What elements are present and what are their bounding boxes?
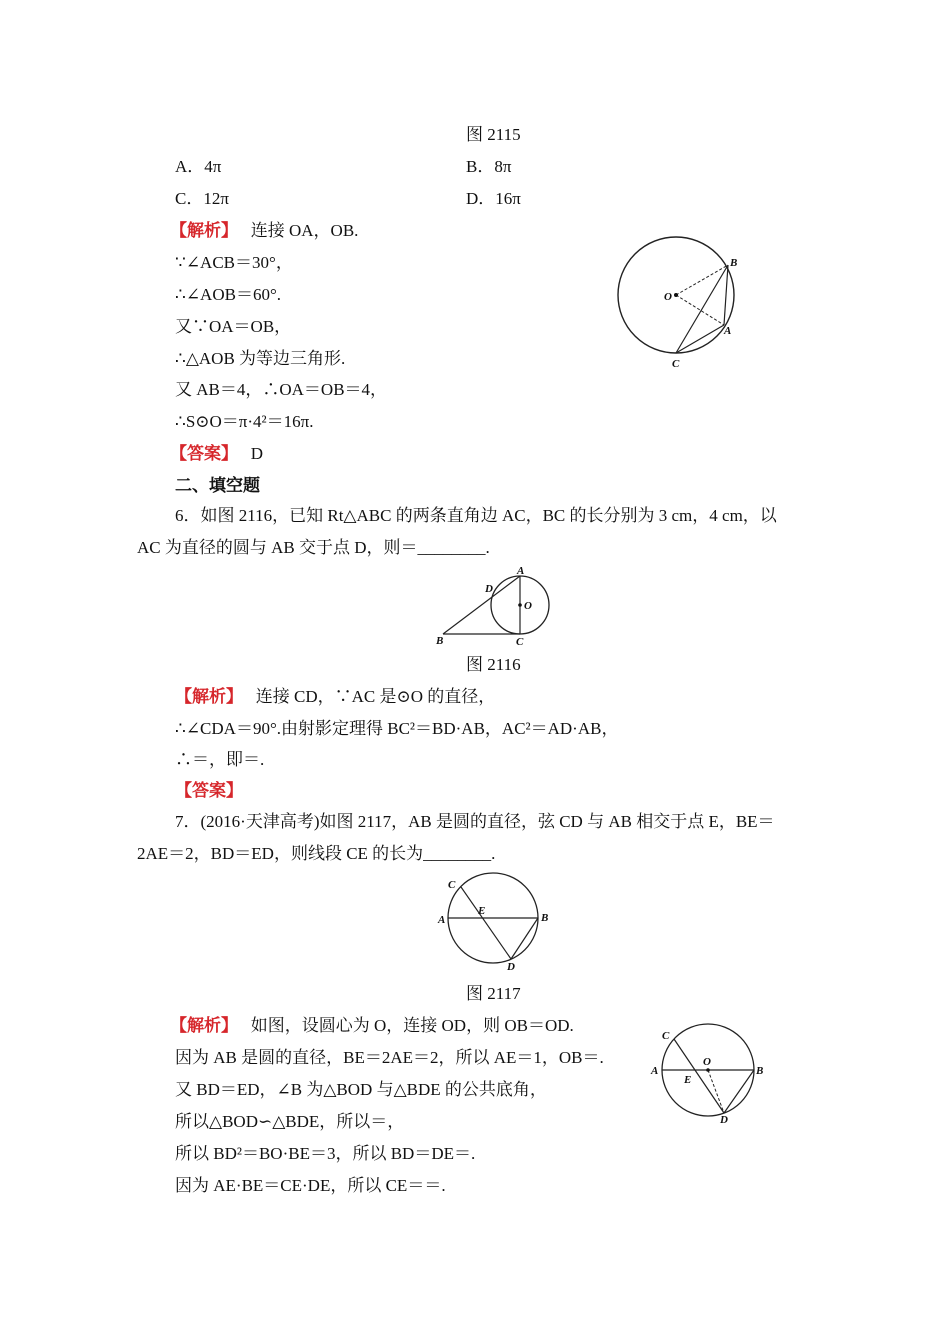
solution-tag: 【解析】 xyxy=(170,221,238,240)
segment-bd xyxy=(511,918,538,959)
label-b: B xyxy=(756,1065,764,1077)
q6-stem-line-1: 6．如图 2116，已知 Rt△ABC 的两条直角边 AC，BC 的长分别为 3 cm，4 cm，以 xyxy=(175,506,777,525)
segment-cd xyxy=(461,887,511,959)
q5-answer-line xyxy=(170,443,263,465)
option-c: C．12π xyxy=(175,189,229,208)
label-a: A xyxy=(517,565,525,577)
label-o: O xyxy=(524,600,532,612)
q5-solution-line-4: 又∵OA＝OB， xyxy=(175,317,292,336)
label-a: A xyxy=(438,914,446,926)
figure-caption-2115: 图 2115 xyxy=(466,125,521,144)
label-a: A xyxy=(724,325,732,337)
q5-solution-line-5: ∴△AOB 为等边三角形. xyxy=(175,349,346,368)
label-c: C xyxy=(662,1030,670,1042)
option-a: A．4π xyxy=(175,157,222,176)
q7-solution-line-6: 因为 AE·BE＝CE·DE，所以 CE＝＝. xyxy=(175,1176,446,1195)
figure-2117 xyxy=(435,870,555,975)
segment-bd xyxy=(724,1070,754,1113)
segment-ca xyxy=(676,325,724,353)
section-title: 二、填空题 xyxy=(175,476,260,495)
label-o: O xyxy=(703,1056,711,1068)
label-c: C xyxy=(448,879,456,891)
label-e: E xyxy=(478,905,486,917)
segment-od xyxy=(708,1070,724,1113)
center-dot xyxy=(518,603,522,607)
label-c: C xyxy=(672,358,680,370)
q6-answer-line xyxy=(175,780,243,802)
segment-oa xyxy=(676,295,724,325)
q6-solution-line-2: ∴∠CDA＝90°.由射影定理得 BC²＝BD·AB，AC²＝AD·AB， xyxy=(175,719,619,738)
label-o: O xyxy=(664,291,672,303)
label-b: B xyxy=(730,257,738,269)
answer-tag: 【答案】 xyxy=(170,444,238,463)
q7-solution-line-1: 【解析】 如图，设圆心为 O，连接 OD，则 OB＝OD. xyxy=(170,1016,574,1035)
q7-stem-line-1: 7．(2016·天津高考)如图 2117，AB 是圆的直径，弦 CD 与 AB 相交于点 E，BE＝ xyxy=(175,812,775,831)
q7-stem-line-2: 2AE＝2，BD＝ED，则线段 CE 的长为________. xyxy=(137,844,496,863)
option-d: D．16π xyxy=(466,189,521,208)
solution-tag: 【解析】 xyxy=(170,1016,238,1035)
label-d: D xyxy=(720,1114,728,1126)
label-d: D xyxy=(485,583,493,595)
q5-solution-line-6: 又 AB＝4，∴OA＝OB＝4， xyxy=(175,380,388,399)
label-a: A xyxy=(651,1065,659,1077)
option-b: B．8π xyxy=(466,157,512,176)
answer-tag: 【答案】 xyxy=(175,781,243,800)
solution-tag: 【解析】 xyxy=(175,687,243,706)
label-c: C xyxy=(516,636,524,648)
figure-caption-2117: 图 2117 xyxy=(466,984,521,1003)
q6-solution-line-1: 【解析】 连接 CD，∵AC 是⊙O 的直径， xyxy=(175,687,496,706)
segment-cb xyxy=(676,265,728,353)
label-d: D xyxy=(507,961,515,973)
q5-solution-line-7: ∴S⊙O＝π·4²＝16π. xyxy=(175,412,314,431)
label-e: E xyxy=(684,1074,692,1086)
label-b: B xyxy=(541,912,549,924)
center-dot xyxy=(674,293,678,297)
label-b: B xyxy=(436,635,444,647)
q6-stem-line-2: AC 为直径的圆与 AB 交于点 D，则＝________. xyxy=(137,538,490,557)
segment-cd xyxy=(674,1039,724,1113)
q7-solution-line-4: 所以△BOD∽△BDE，所以＝， xyxy=(175,1112,405,1131)
answer-value: D xyxy=(250,444,264,463)
segment-ob xyxy=(676,265,728,295)
q6-solution-line-3: ∴＝，即＝. xyxy=(175,750,265,769)
q5-solution-line-2: ∵∠ACB＝30°， xyxy=(175,253,293,272)
center-dot xyxy=(706,1068,710,1072)
segment-ab xyxy=(724,265,728,325)
q7-solution-line-2: 因为 AB 是圆的直径，BE＝2AE＝2，所以 AE＝1，OB＝. xyxy=(175,1048,604,1067)
figure-caption-2116: 图 2116 xyxy=(466,655,521,674)
q7-solution-line-3: 又 BD＝ED，∠B 为△BOD 与△BDE 的公共底角， xyxy=(175,1080,547,1099)
segment-ab xyxy=(443,576,520,634)
figure-q7-solution xyxy=(650,1015,775,1125)
q5-solution-line-3: ∴∠AOB＝60°. xyxy=(175,285,282,304)
q5-solution-line-1: 【解析】 连接 OA，OB. xyxy=(170,221,359,240)
figure-2116 xyxy=(430,565,570,650)
figure-2115 xyxy=(610,230,750,380)
q7-solution-line-5: 所以 BD²＝BO·BE＝3，所以 BD＝DE＝. xyxy=(175,1144,476,1163)
